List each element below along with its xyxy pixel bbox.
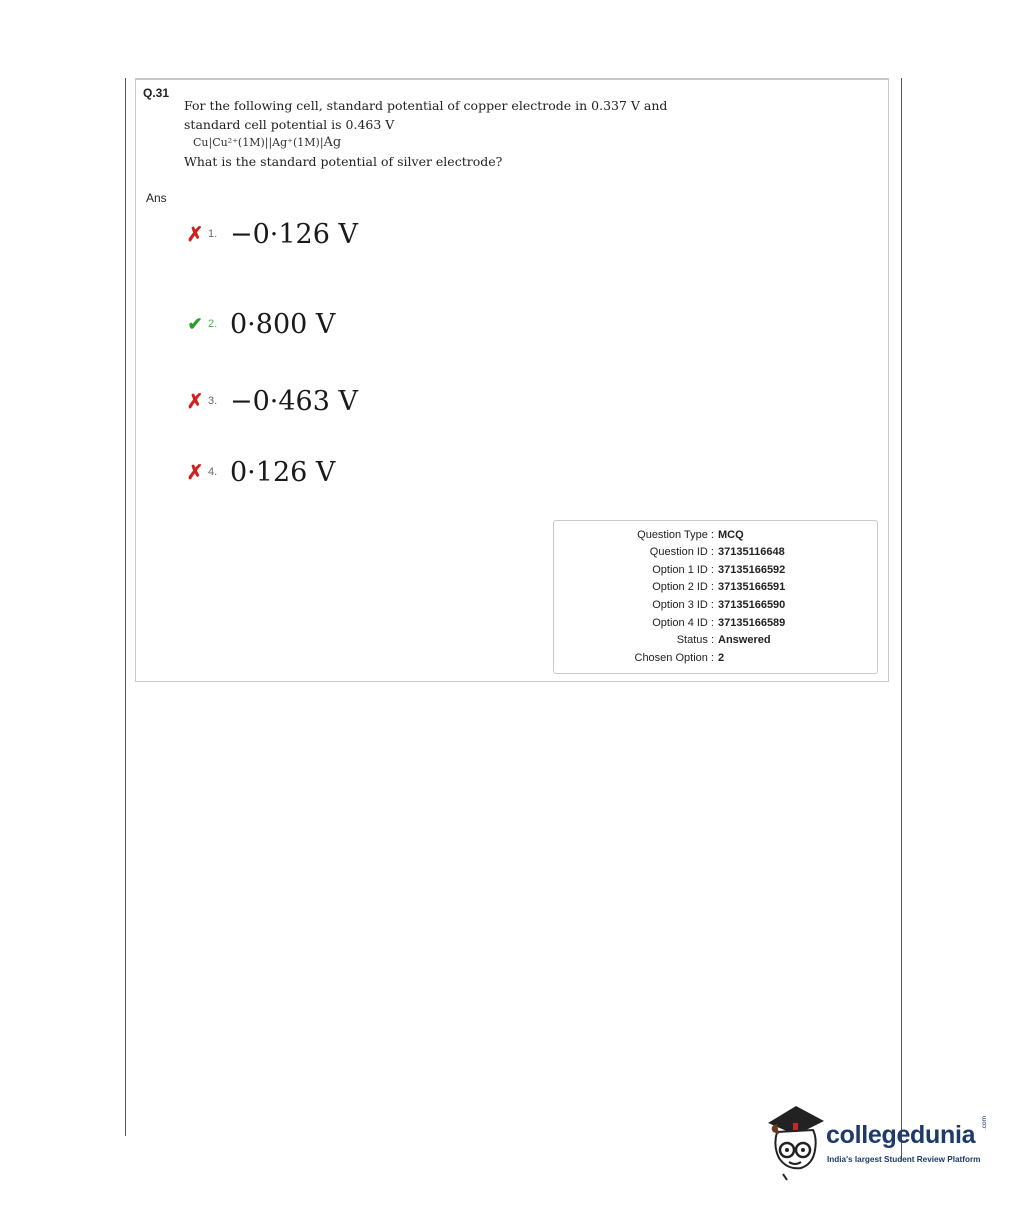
info-key: Option 2 ID : xyxy=(652,581,714,593)
info-value: 37135166591 xyxy=(718,581,786,593)
question-prompt: What is the standard potential of silver electrode? xyxy=(184,153,503,169)
cross-icon: ✗ xyxy=(186,390,204,413)
option-1[interactable] xyxy=(184,216,358,252)
option-text: 0·126 V xyxy=(230,456,336,488)
info-status xyxy=(553,634,878,651)
info-chosen-option xyxy=(553,652,878,669)
info-option-4-id xyxy=(553,617,878,634)
info-key: Question ID : xyxy=(649,546,714,558)
info-value: MCQ xyxy=(718,529,744,541)
logo-tagline: India's largest Student Review Platform xyxy=(827,1155,981,1164)
info-key: Question Type : xyxy=(637,529,714,541)
info-option-2-id xyxy=(553,581,878,598)
option-text: 0·800 V xyxy=(230,308,336,340)
info-key: Option 1 ID : xyxy=(652,564,714,576)
option-number: 3. xyxy=(208,395,218,407)
left-page-rule xyxy=(125,78,126,1136)
option-2[interactable] xyxy=(184,306,335,342)
cell-formula-end: Ag xyxy=(323,135,342,150)
answer-label: Ans xyxy=(146,191,167,205)
info-value: 2 xyxy=(718,652,725,664)
info-question-id xyxy=(553,546,878,563)
logo-dotcom: .com xyxy=(981,1115,988,1130)
info-value: 37135166592 xyxy=(718,564,786,576)
question-text xyxy=(184,97,704,171)
info-key: Option 4 ID : xyxy=(652,617,714,629)
cross-icon: ✗ xyxy=(186,461,204,484)
right-page-rule xyxy=(901,78,902,1161)
option-text: −0·463 V xyxy=(230,385,358,417)
option-text: −0·126 V xyxy=(230,218,358,250)
info-value: Answered xyxy=(718,634,771,646)
logo-wordmark: collegedunia xyxy=(826,1121,976,1149)
option-number: 2. xyxy=(208,318,218,330)
info-option-3-id xyxy=(553,599,878,616)
option-4[interactable] xyxy=(184,454,335,490)
question-number: Q.31 xyxy=(143,86,170,100)
option-3[interactable] xyxy=(184,383,358,419)
info-question-type xyxy=(553,529,878,546)
info-key: Status : xyxy=(676,634,714,646)
question-line-2: standard cell potential is 0.463 V xyxy=(184,116,395,132)
option-number: 1. xyxy=(208,228,218,240)
info-option-1-id xyxy=(553,564,878,581)
option-number: 4. xyxy=(208,466,218,478)
info-value: 37135116648 xyxy=(718,546,785,558)
cross-icon: ✗ xyxy=(186,223,204,246)
cell-formula xyxy=(184,134,704,153)
info-key: Option 3 ID : xyxy=(652,599,714,611)
info-key: Chosen Option : xyxy=(634,652,714,664)
check-icon: ✔ xyxy=(187,313,203,334)
info-value: 37135166589 xyxy=(718,617,786,629)
info-value: 37135166590 xyxy=(718,599,786,611)
question-line-1: For the following cell, standard potential of copper electrode in 0.337 V and xyxy=(184,98,668,113)
cell-formula-text: Cu|Cu²⁺(1M)||Ag⁺(1M)| xyxy=(193,136,324,149)
